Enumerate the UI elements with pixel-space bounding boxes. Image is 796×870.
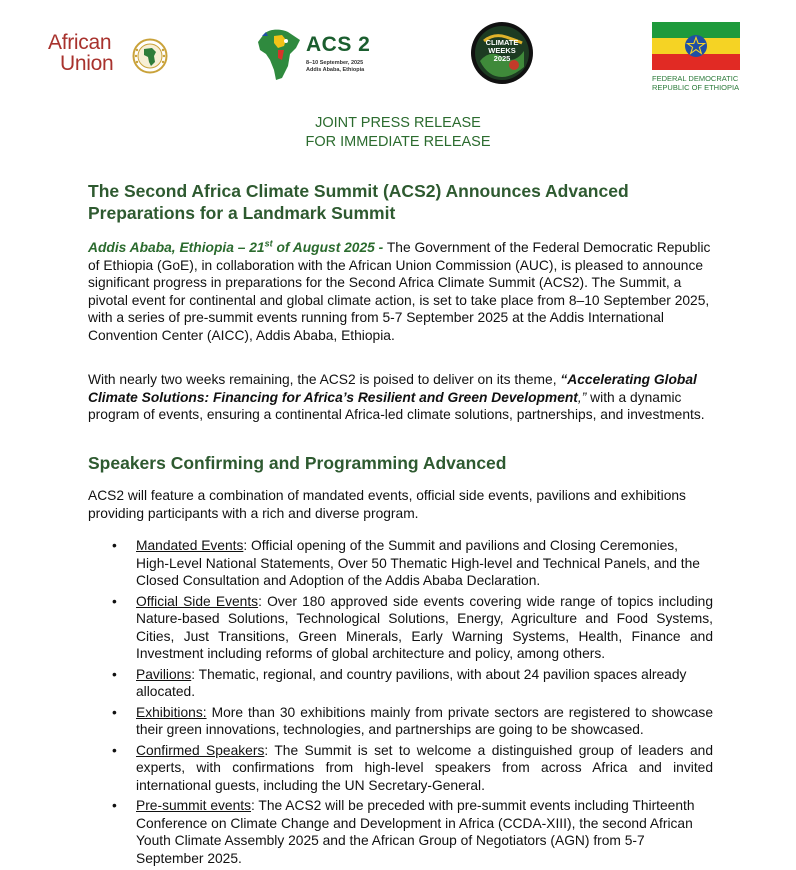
bullet-icon: •	[112, 593, 117, 609]
dateline-sup: st	[264, 238, 273, 249]
african-union-logo	[48, 32, 168, 78]
acs2-logo-subtitle	[306, 60, 364, 74]
press-release-header	[0, 114, 796, 152]
document-title	[88, 180, 728, 224]
au-wordmark-line2: Union	[60, 52, 114, 75]
section-heading: Speakers Confirming and Programming Advanced	[88, 453, 507, 473]
list-item	[106, 593, 713, 663]
bullet-text: : Thematic, regional, and country pavilions, with about 24 pavilion spaces already allocated.	[136, 666, 687, 699]
bullet-text: : The Summit is set to welcome a distinguished group of leaders and experts, with confirmations from high-level speakers from across Africa and invited international guests, including the UN Secretary-General.	[136, 742, 713, 793]
bullet-text: More than 30 exhibitions mainly from private sectors are registered to showcase their green innovations, technologies, and partnerships are going to be showcased.	[136, 704, 713, 737]
climate-weeks-text	[470, 39, 534, 63]
acs2-logo	[256, 24, 376, 84]
section-intro: ACS2 will feature a combination of mandated events, official side events, pavilions and exhibitions providing participants with a rich and diverse program.	[88, 488, 686, 521]
theme-paragraph	[88, 371, 718, 424]
bullet-text: : Over 180 approved side events covering wide range of topics including Nature-based Solutions, Technological Solutions, Energy, Agriculture and Food Systems, Cities, Just Transitions, Green Minerals, Early Warning Systems, Health, Finance and Investment including reforms of global architecture and policy, among others.	[136, 593, 713, 661]
acs2-logo-dates: 8–10 September, 2025	[306, 60, 364, 66]
list-item	[106, 537, 713, 590]
ethiopia-flag-logo	[652, 22, 744, 92]
bullet-icon: •	[112, 538, 117, 553]
bullet-label: Mandated Events	[136, 538, 244, 553]
bullet-text: : Official opening of the Summit and pavilions and Closing Ceremonies, High-Level National Statements, Over 50 Thematic High-level and Technical Panels, and the Closed Consultation and Adoption of the Addis Ababa Declaration.	[136, 538, 700, 588]
bullet-label: Official Side Events	[136, 593, 259, 609]
list-item	[106, 704, 713, 739]
cw-line3: 2025	[493, 54, 511, 63]
bullet-label: Exhibitions:	[136, 704, 207, 720]
dateline-part2: of August 2025 -	[272, 240, 384, 255]
list-item	[106, 742, 713, 795]
acs2-logo-city: Addis Ababa, Ethiopia	[306, 67, 365, 73]
climate-weeks-logo	[470, 21, 534, 85]
bullet-label: Pavilions	[136, 666, 192, 682]
bullet-text: : The ACS2 will be preceded with pre-summit events including Thirteenth Conference on Climate Change and Development in Africa (CCDA-XIII), the second African Youth Climate Assembly 2025 and the African Group of Negotiators (AGN) from 5-7 September 2025.	[136, 798, 695, 866]
african-union-wordmark	[48, 32, 113, 74]
bullet-icon: •	[112, 704, 117, 720]
theme-text: “Accelerating Global Climate Solutions: Financing for Africa’s Resilient and Green Development	[88, 372, 697, 405]
list-item	[106, 666, 713, 701]
ethiopia-flag-icon	[652, 22, 740, 70]
bullet-label: Pre-summit events	[136, 798, 252, 813]
cw-line2: WEEKS	[488, 46, 516, 55]
bullet-label: Confirmed Speakers	[136, 742, 265, 758]
theme-before: With nearly two weeks remaining, the ACS2 is poised to deliver on its theme,	[88, 372, 561, 387]
au-wordmark-line1: African	[48, 31, 112, 54]
cw-line1: CLIMATE	[485, 38, 519, 47]
press-release-line2: FOR IMMEDIATE RELEASE	[305, 134, 491, 150]
theme-after: with a dynamic program of events, ensuring a continental Africa-led climate solutions, partnerships, and investments.	[88, 389, 705, 422]
press-release-line1: JOINT PRESS RELEASE	[315, 115, 481, 131]
african-union-emblem-icon	[132, 38, 168, 74]
intro-body: The Government of the Federal Democratic Republic of Ethiopia (GoE), in collaboration with the African Union Commission (AUC), is pleased to announce significant progress in preparations for the Second Africa Climate Summit (ACS2). The Summit, a pivotal event for continental and global climate action, is set to take place from 8–10 September 2025, with a series of pre-summit events running from 5-7 September 2025 at the Addis International Convention Center (AICC), Addis Ababa, Ethiopia.	[88, 240, 711, 343]
dateline-part1: Addis Ababa, Ethiopia – 21	[88, 240, 265, 255]
bullet-icon: •	[112, 666, 117, 682]
program-list	[106, 537, 713, 870]
africa-map-icon	[256, 26, 302, 84]
title-line2: Preparations for a Landmark Summit	[88, 203, 396, 223]
intro-paragraph	[88, 239, 718, 344]
bullet-icon: •	[112, 742, 117, 758]
bullet-icon: •	[112, 798, 117, 813]
eth-caption-line1: FEDERAL DEMOCRATIC	[652, 74, 739, 83]
eth-caption-line2: REPUBLIC OF ETHIOPIA	[652, 83, 740, 92]
ethiopia-caption	[652, 74, 744, 92]
acs2-logo-title: ACS 2	[306, 33, 371, 56]
title-line1: The Second Africa Climate Summit (ACS2) Announces Advanced	[88, 181, 629, 201]
dateline	[88, 240, 383, 255]
theme-close-quote: ,”	[577, 389, 587, 405]
